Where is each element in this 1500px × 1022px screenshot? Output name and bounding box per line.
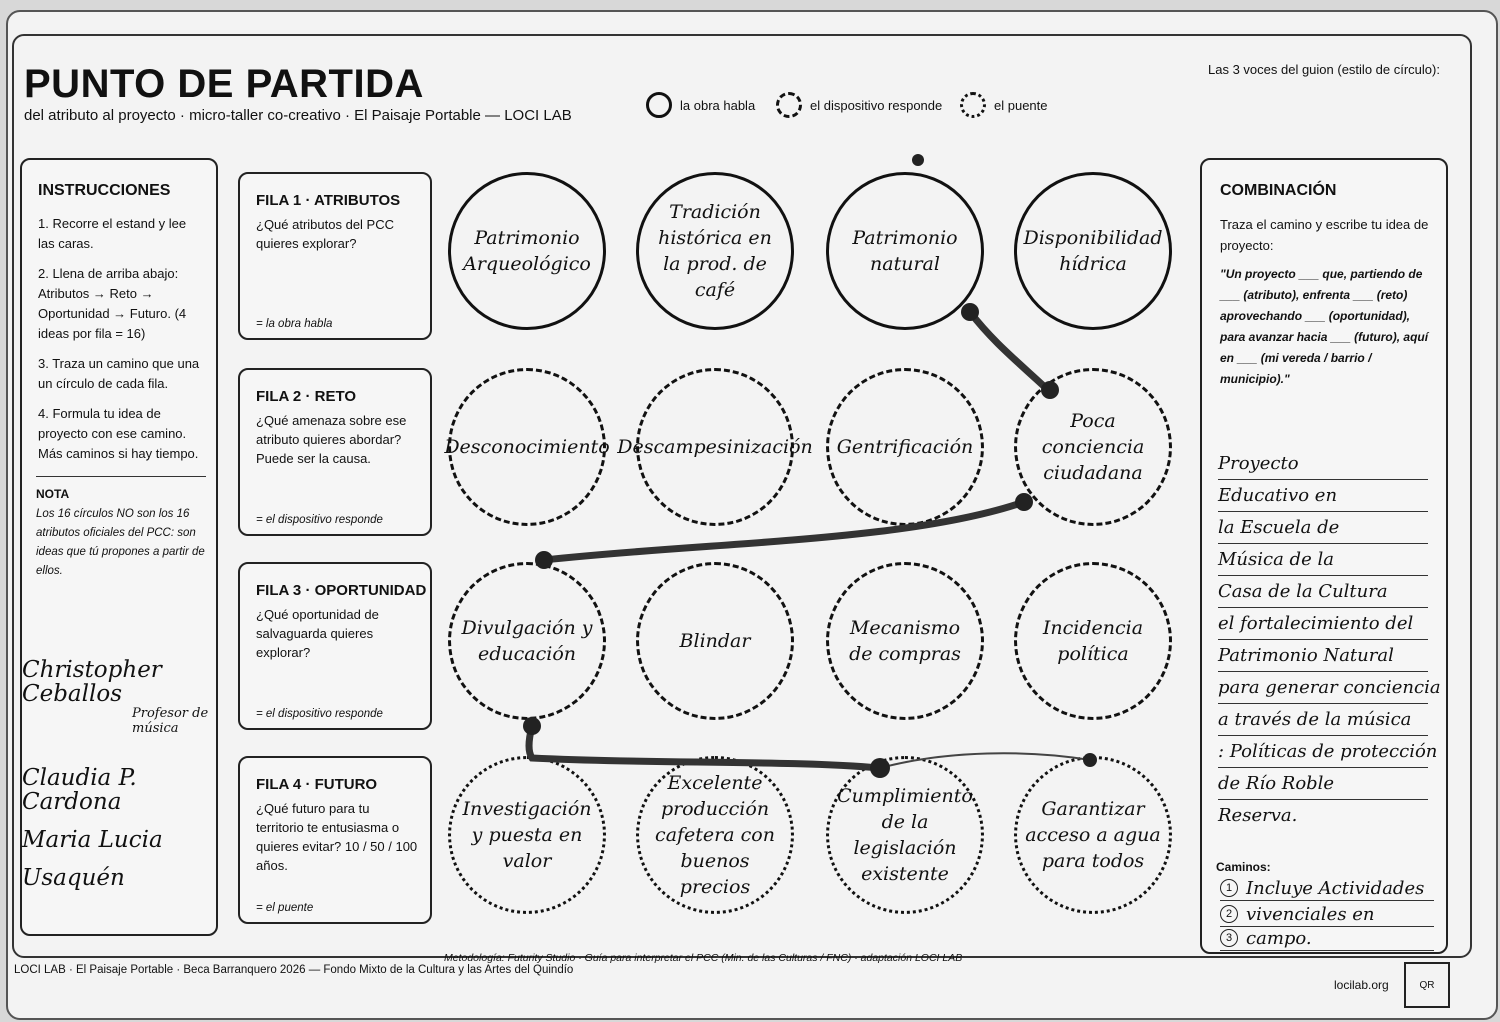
participant-name: Claudia P. Cardona — [22, 765, 137, 815]
voices-heading: Las 3 voces del guion (estilo de círculo): — [1208, 62, 1440, 77]
row-question: ¿Qué oportunidad de salvaguarda quieres explorar? — [256, 607, 379, 660]
idea-circle[interactable]: Descampesinización — [636, 368, 794, 526]
path-segment — [880, 753, 1090, 768]
path-number: 2 — [1220, 905, 1238, 923]
participant-name: Maria Lucia — [22, 827, 163, 853]
idea-circle[interactable]: Patrimonio Arqueológico — [448, 172, 606, 330]
page-subtitle: del atributo al proyecto · micro-taller co-creativo · El Paisaje Portable — LOCI LAB — [24, 107, 572, 124]
answer-line: de Río Roble — [1218, 768, 1428, 800]
path-node — [523, 717, 541, 735]
participant-name: Usaquén — [22, 865, 125, 891]
path-node — [1015, 493, 1033, 511]
idea-circle[interactable]: Divulgación y educación — [448, 562, 606, 720]
legend-label: el dispositivo responde — [810, 97, 943, 113]
qr-code-icon: QR — [1404, 962, 1450, 1008]
path-node — [1041, 381, 1059, 399]
note-title: NOTA — [36, 487, 70, 501]
path-node — [870, 758, 890, 778]
answer-line: Reserva. — [1218, 805, 1298, 826]
worksheet — [6, 10, 1498, 1020]
idea-circle[interactable]: Patrimonio natural — [826, 172, 984, 330]
path-segment — [529, 726, 880, 768]
instructions-title: INSTRUCCIONES — [38, 182, 171, 199]
path-line-1[interactable] — [1220, 876, 1434, 901]
paths-title: Caminos: — [1216, 860, 1271, 874]
combination-template: "Un proyecto ___ que, partiendo de ___ (atributo), enfrenta ___ (reto) aprovechando ___ (oportunidad), para avanzar hacia ___ (futuro), aquí en ___ (mi vereda / barrio / municipio)." — [1220, 267, 1429, 386]
answer-line: Proyecto — [1218, 448, 1428, 480]
idea-circle[interactable]: Investigación y puesta en valor — [448, 756, 606, 914]
combination-instruction: Traza el camino y escribe tu idea de proyecto: — [1220, 217, 1429, 253]
answer-line: : Políticas de protección — [1218, 736, 1428, 768]
site-link[interactable]: locilab.org — [1334, 978, 1389, 992]
row-question: ¿Qué amenaza sobre ese atributo quieres abordar? Puede ser la causa. — [256, 413, 407, 466]
instruction-step: 4. Formula tu idea de proyecto con ese camino. Más caminos si hay tiempo. — [38, 406, 199, 461]
ink-mark — [912, 154, 924, 166]
answer-line: Educativo en — [1218, 480, 1428, 512]
answer-line: la Escuela de — [1218, 512, 1428, 544]
row-voice: = el dispositivo responde — [256, 514, 383, 526]
idea-circle[interactable]: Garantizar acceso a agua para todos — [1014, 756, 1172, 914]
path-node — [961, 303, 979, 321]
idea-circle[interactable]: Tradición histórica en la prod. de café — [636, 172, 794, 330]
path-node — [535, 551, 553, 569]
row-question: ¿Qué futuro para tu territorio te entusiasma o quieres evitar? 10 / 50 / 100 años. — [256, 801, 418, 873]
idea-circle[interactable]: Gentrificación — [826, 368, 984, 526]
row-voice: = el dispositivo responde — [256, 708, 383, 720]
path-node — [1083, 753, 1097, 767]
path-text: vivenciales en — [1246, 903, 1375, 925]
path-line-2[interactable] — [1220, 902, 1434, 927]
answer-line: el fortalecimiento del — [1218, 608, 1428, 640]
page-title: PUNTO DE PARTIDA — [24, 62, 424, 106]
row-title: FILA 3 · OPORTUNIDAD — [256, 582, 427, 599]
answer-line: Casa de la Cultura — [1218, 576, 1428, 608]
instruction-step: 1. Recorre el estand y lee las caras. — [38, 216, 187, 251]
answer-line: Patrimonio Natural — [1218, 640, 1428, 672]
row-title: FILA 1 · ATRIBUTOS — [256, 192, 401, 209]
idea-circle[interactable]: Disponibilidad hídrica — [1014, 172, 1172, 330]
footer-credit: LOCI LAB · El Paisaje Portable · Beca Barranquero 2026 — Fondo Mixto de la Cultura y las Artes del Quindío — [14, 964, 574, 976]
answer-line: Música de la — [1218, 544, 1428, 576]
instruction-step: 3. Traza un camino que una un círculo de cada fila. — [38, 356, 200, 391]
legend-label: la obra habla — [680, 97, 756, 113]
row-title: FILA 2 · RETO — [256, 388, 357, 405]
path-text: campo. — [1246, 927, 1312, 949]
methodology-credit: Metodología: Futurity Studio · Guía para interpretar el PCC (Min. de las Culturas / FNC) · adaptación LOCI LAB — [444, 952, 963, 964]
combination-title: COMBINACIÓN — [1220, 182, 1337, 199]
idea-circle[interactable]: Desconocimiento — [448, 368, 606, 526]
path-line-3[interactable] — [1220, 926, 1434, 951]
path-number: 3 — [1220, 929, 1238, 947]
row-title: FILA 4 · FUTURO — [256, 776, 378, 793]
idea-circle[interactable]: Poca conciencia ciudadana — [1014, 368, 1172, 526]
idea-circle[interactable]: Excelente producción cafetera con buenos precios — [636, 756, 794, 914]
path-number: 1 — [1220, 879, 1238, 897]
path-segment — [544, 502, 1024, 560]
participant-name: Christopher Ceballos — [22, 657, 162, 707]
instruction-step: 2. Llena de arriba abajo: Atributos → Reto → Oportunidad → Futuro. (4 ideas por fila = 16) — [38, 266, 187, 341]
path-text: Incluye Actividades — [1246, 877, 1425, 899]
idea-circle[interactable]: Incidencia política — [1014, 562, 1172, 720]
row-voice: = el puente — [256, 902, 314, 914]
answer-line: para generar conciencia — [1218, 672, 1428, 704]
answer-line: a través de la música — [1218, 704, 1428, 736]
row-voice: = la obra habla — [256, 318, 333, 330]
idea-circle[interactable]: Cumplimiento de la legislación existente — [826, 756, 984, 914]
note-text: Los 16 círculos NO son los 16 atributos oficiales del PCC: son ideas que tú propones a partir de ellos. — [36, 508, 205, 577]
idea-circle[interactable]: Blindar — [636, 562, 794, 720]
idea-circle[interactable]: Mecanismo de compras — [826, 562, 984, 720]
participant-role: Profesor de música — [132, 706, 209, 736]
path-segment — [970, 312, 1048, 390]
project-idea-answer[interactable] — [1218, 448, 1441, 831]
row-question: ¿Qué atributos del PCC quieres explorar? — [256, 217, 395, 251]
legend-label: el puente — [994, 97, 1048, 113]
